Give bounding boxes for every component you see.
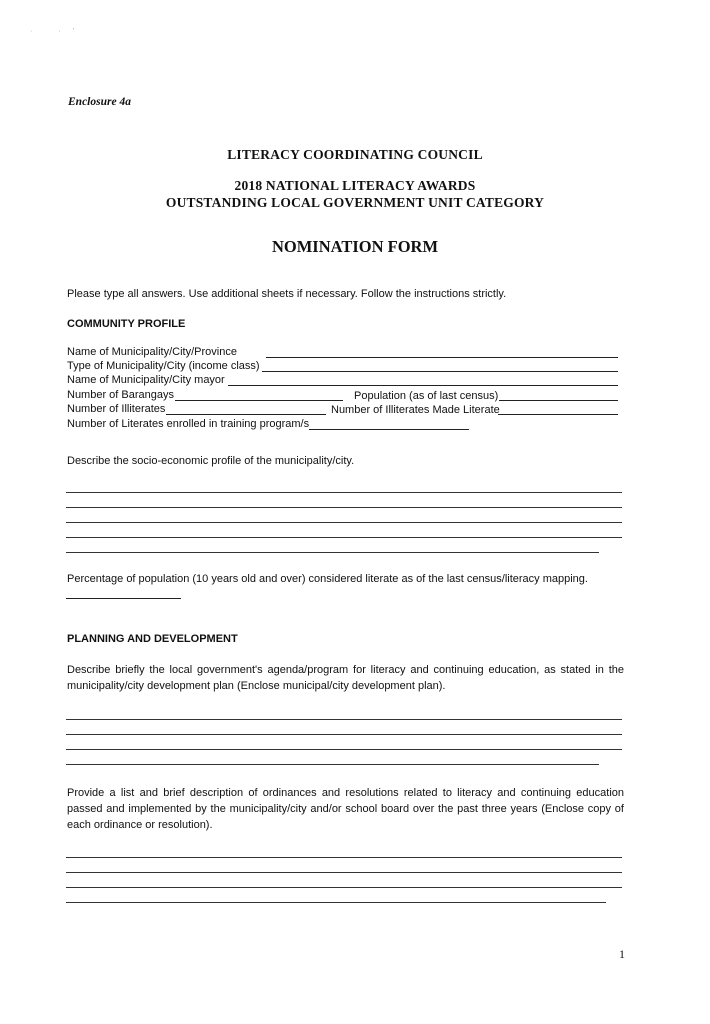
illiterates-field[interactable]	[166, 414, 326, 415]
barangays-field[interactable]	[175, 400, 343, 401]
literates-enrolled-field[interactable]	[309, 429, 469, 430]
municipality-name-field[interactable]	[266, 357, 618, 358]
socio-economic-answer-line[interactable]	[66, 552, 599, 553]
instructions-text: Please type all answers. Use additional sheets if necessary. Follow the instructions strictly.	[67, 288, 507, 300]
ordinances-answer-line[interactable]	[66, 872, 622, 873]
illiterates-row	[67, 403, 165, 417]
municipality-type-row	[67, 360, 260, 374]
population-field[interactable]	[499, 400, 618, 401]
category-heading: OUTSTANDING LOCAL GOVERNMENT UNIT CATEGORY	[165, 195, 545, 210]
illiterates-label: Number of Illiterates	[67, 403, 166, 415]
community-profile-heading: COMMUNITY PROFILE	[67, 318, 186, 330]
population-label: Population (as of last census)	[354, 390, 499, 402]
socio-economic-prompt: Describe the socio-economic profile of the municipality/city.	[67, 455, 355, 467]
municipality-name-row	[67, 346, 237, 360]
mayor-name-row	[67, 374, 225, 388]
agenda-answer-line[interactable]	[66, 764, 599, 765]
planning-heading: PLANNING AND DEVELOPMENT	[67, 633, 238, 645]
ordinances-answer-line[interactable]	[66, 887, 622, 888]
illiterates-made-literate-field[interactable]	[498, 414, 618, 415]
literates-enrolled-label: Number of Literates enrolled in training program/s	[67, 418, 310, 430]
municipality-name-label: Name of Municipality/City/Province	[67, 346, 237, 358]
illiterates-made-literate-label: Number of Illiterates Made Literate	[331, 404, 500, 416]
agenda-prompt: Describe briefly the local government's agenda/program for literacy and continuing education, as stated in the municipality/city development plan (Enclose municipal/city development plan).	[67, 664, 624, 692]
barangays-row	[67, 389, 174, 403]
socio-economic-answer-line[interactable]	[66, 522, 622, 523]
literates-enrolled-row	[67, 418, 309, 432]
council-heading: LITERACY COORDINATING COUNCIL	[227, 147, 483, 162]
enclosure-label: Enclosure 4a	[68, 96, 131, 108]
ordinances-answer-line[interactable]	[66, 902, 606, 903]
agenda-answer-line[interactable]	[66, 734, 622, 735]
socio-economic-answer-line[interactable]	[66, 492, 622, 493]
form-title: NOMINATION FORM	[271, 237, 439, 256]
socio-economic-answer-line[interactable]	[66, 507, 622, 508]
awards-heading: 2018 NATIONAL LITERACY AWARDS	[234, 178, 476, 193]
mayor-name-field[interactable]	[228, 385, 618, 386]
municipality-type-label: Type of Municipality/City (income class)	[67, 360, 260, 372]
agenda-answer-line[interactable]	[66, 719, 622, 720]
ordinances-prompt: Provide a list and brief description of ordinances and resolutions related to literacy and continuing education passed and implemented by the municipality/city and/or school board over the past three years (Enclose copy of each ordinance or resolution).	[67, 787, 624, 831]
municipality-type-field[interactable]	[262, 371, 618, 372]
socio-economic-answer-line[interactable]	[66, 537, 622, 538]
ordinances-answer-line[interactable]	[66, 857, 622, 858]
agenda-answer-line[interactable]	[66, 749, 622, 750]
percentage-literate-prompt: Percentage of population (10 years old and over) considered literate as of the last census/literacy mapping.	[67, 573, 588, 585]
percentage-literate-field[interactable]	[66, 598, 181, 599]
scan-specks: · ·'	[30, 28, 86, 35]
mayor-name-label: Name of Municipality/City mayor	[67, 374, 225, 386]
barangays-label: Number of Barangays	[67, 389, 174, 401]
page-number: 1	[619, 947, 625, 961]
